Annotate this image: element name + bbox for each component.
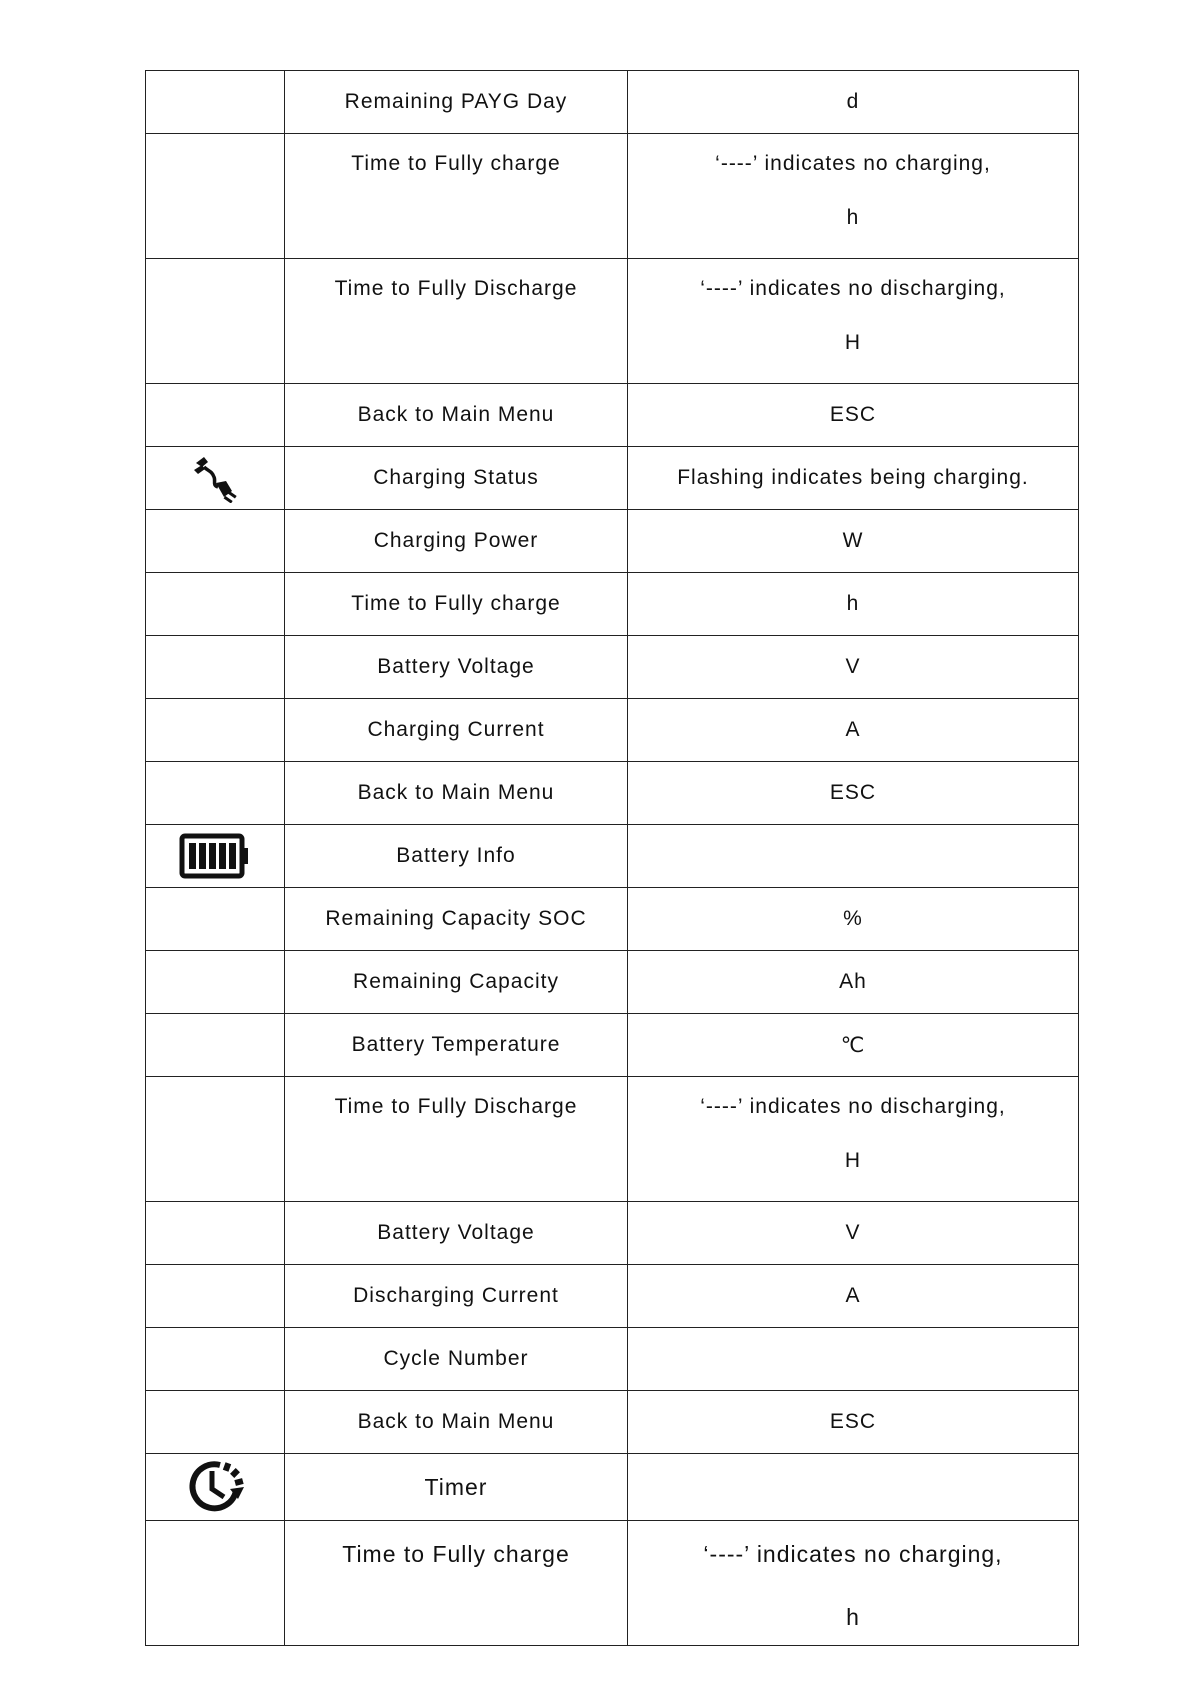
icon-cell [146, 1454, 285, 1521]
item-cell: Time to Fully charge [285, 573, 628, 636]
item-label: Time to Fully charge [351, 152, 561, 175]
item-cell: Back to Main Menu [285, 762, 628, 825]
timer-icon [184, 1457, 246, 1517]
item-cell: Charging Status [285, 447, 628, 510]
table-row [146, 1265, 1079, 1328]
icon-cell [146, 825, 285, 888]
desc-cell: d [628, 71, 1079, 134]
desc-cell [628, 1077, 1079, 1202]
desc-cell [628, 1328, 1079, 1391]
table-row [146, 1454, 1079, 1521]
menu-table [145, 70, 1079, 1646]
desc-cell: ESC [628, 762, 1079, 825]
table-row [146, 1328, 1079, 1391]
battery-icon [179, 831, 251, 881]
item-cell [285, 259, 628, 384]
desc-cell: ESC [628, 1391, 1079, 1454]
icon-cell [146, 259, 285, 384]
desc-cell: Flashing indicates being charging. [628, 447, 1079, 510]
item-label: Time to Fully charge [342, 1541, 570, 1567]
table-row [146, 510, 1079, 573]
desc-unit: H [844, 331, 862, 354]
icon-cell [146, 1202, 285, 1265]
item-cell: Battery Voltage [285, 1202, 628, 1265]
table-row [146, 825, 1079, 888]
desc-cell [628, 259, 1079, 384]
desc-line: ‘----’ indicates no charging, [715, 152, 991, 175]
table-row [146, 447, 1079, 510]
icon-cell [146, 1391, 285, 1454]
item-cell: Charging Current [285, 699, 628, 762]
icon-cell [146, 510, 285, 573]
charging-plug-icon [190, 453, 240, 503]
desc-cell [628, 134, 1079, 259]
desc-line: ‘----’ indicates no discharging, [700, 1095, 1006, 1118]
icon-cell [146, 951, 285, 1014]
item-cell: Back to Main Menu [285, 384, 628, 447]
icon-cell [146, 447, 285, 510]
item-label: Time to Fully Discharge [334, 1095, 578, 1118]
desc-unit: h [846, 1604, 860, 1630]
desc-unit: h [846, 206, 860, 229]
desc-cell: A [628, 699, 1079, 762]
desc-cell: W [628, 510, 1079, 573]
desc-cell: V [628, 636, 1079, 699]
table-row [146, 1521, 1079, 1646]
icon-cell [146, 762, 285, 825]
icon-cell [146, 71, 285, 134]
desc-line: ‘----’ indicates no charging, [703, 1541, 1003, 1567]
icon-cell [146, 699, 285, 762]
table-row [146, 1202, 1079, 1265]
item-cell: Cycle Number [285, 1328, 628, 1391]
table-row [146, 636, 1079, 699]
desc-unit: H [844, 1149, 862, 1172]
item-cell: Discharging Current [285, 1265, 628, 1328]
icon-cell [146, 573, 285, 636]
table-row [146, 1014, 1079, 1077]
desc-cell [628, 825, 1079, 888]
table-row [146, 71, 1079, 134]
desc-cell: % [628, 888, 1079, 951]
desc-cell: ℃ [628, 1014, 1079, 1077]
desc-cell: ESC [628, 384, 1079, 447]
icon-cell [146, 636, 285, 699]
icon-cell [146, 1328, 285, 1391]
desc-cell: A [628, 1265, 1079, 1328]
item-cell [285, 1077, 628, 1202]
table-row [146, 259, 1079, 384]
desc-cell: Ah [628, 951, 1079, 1014]
item-cell [285, 1521, 628, 1646]
icon-cell [146, 1265, 285, 1328]
table-row [146, 384, 1079, 447]
table-row [146, 1391, 1079, 1454]
item-cell: Back to Main Menu [285, 1391, 628, 1454]
icon-cell [146, 888, 285, 951]
desc-cell: h [628, 573, 1079, 636]
item-cell: Battery Voltage [285, 636, 628, 699]
table-row [146, 573, 1079, 636]
desc-cell [628, 1454, 1079, 1521]
table-row [146, 951, 1079, 1014]
icon-cell [146, 1521, 285, 1646]
icon-cell [146, 1077, 285, 1202]
item-cell [285, 134, 628, 259]
icon-cell [146, 384, 285, 447]
table-row [146, 1077, 1079, 1202]
item-cell: Remaining PAYG Day [285, 71, 628, 134]
desc-cell: V [628, 1202, 1079, 1265]
icon-cell [146, 1014, 285, 1077]
desc-line: ‘----’ indicates no discharging, [700, 277, 1006, 300]
table-row [146, 762, 1079, 825]
item-cell: Battery Temperature [285, 1014, 628, 1077]
item-cell: Remaining Capacity [285, 951, 628, 1014]
table-row [146, 134, 1079, 259]
item-cell: Timer [285, 1454, 628, 1521]
item-cell: Charging Power [285, 510, 628, 573]
icon-cell [146, 134, 285, 259]
item-cell: Battery Info [285, 825, 628, 888]
table-row [146, 888, 1079, 951]
item-label: Time to Fully Discharge [334, 277, 578, 300]
desc-cell [628, 1521, 1079, 1646]
item-cell: Remaining Capacity SOC [285, 888, 628, 951]
table-row [146, 699, 1079, 762]
